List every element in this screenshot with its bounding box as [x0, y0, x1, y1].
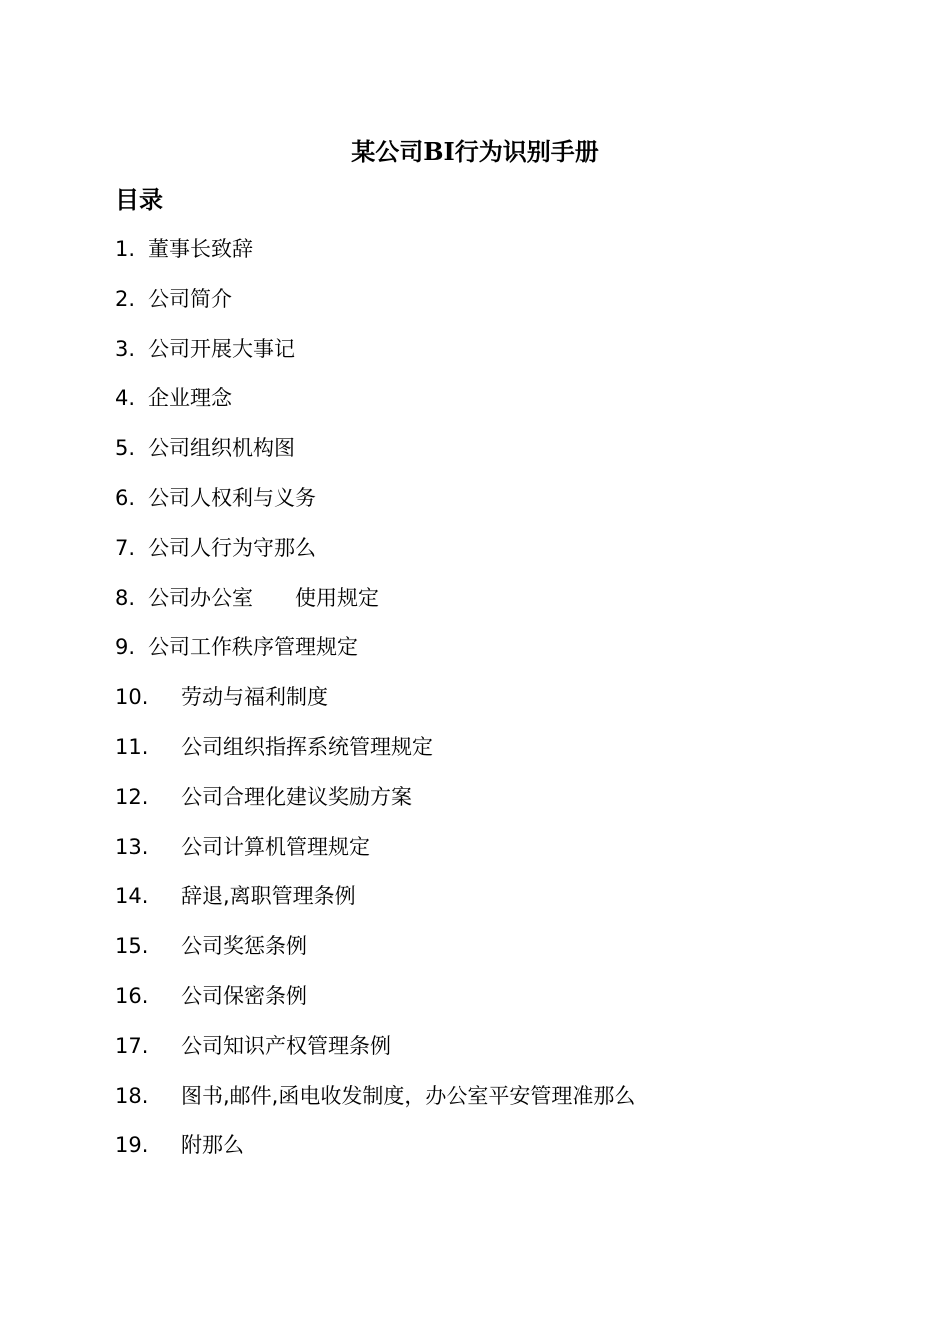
toc-item-label: 公司合理化建议奖励方案 [181, 784, 412, 809]
toc-item-17 [115, 1029, 875, 1079]
toc-item-10 [115, 680, 875, 730]
toc-heading: 目录 [115, 186, 163, 214]
toc-item-label: 公司简介 [148, 286, 232, 311]
toc-item-5 [115, 431, 875, 481]
toc-item-number: 7. [115, 535, 136, 560]
toc-item-label: 公司办公室 使用规定 [148, 585, 379, 610]
toc-item-14 [115, 879, 875, 929]
toc-item-12 [115, 780, 875, 830]
toc-item-9 [115, 630, 875, 680]
toc-item-15 [115, 929, 875, 979]
toc-item-number: 3. [115, 336, 136, 361]
toc-item-label: 公司计算机管理规定 [181, 834, 370, 859]
toc-item-label: 公司奖惩条例 [181, 934, 307, 959]
toc-item-number: 15. [115, 934, 149, 959]
toc-item-label: 公司组织机构图 [148, 436, 295, 461]
toc-item-number: 16. [115, 983, 149, 1008]
toc-item-number: 8. [115, 585, 136, 610]
toc-item-number: 13. [115, 834, 149, 859]
toc-item-label: 附那么 [181, 1133, 244, 1158]
toc-item-label: 公司人行为守那么 [148, 535, 316, 560]
toc-item-number: 19. [115, 1133, 149, 1158]
document-title: 某公司BI行为识别手册 [351, 137, 599, 166]
toc-item-label: 公司工作秩序管理规定 [148, 635, 358, 660]
toc-item-number: 5. [115, 436, 136, 461]
toc-item-13 [115, 830, 875, 880]
toc-item-label: 董事长致辞 [148, 237, 253, 261]
toc-item-16 [115, 979, 875, 1029]
toc-item-3 [115, 332, 875, 382]
toc-item-label: 辞退,离职管理条例 [181, 884, 356, 909]
toc-item-7 [115, 531, 875, 581]
toc-item-number: 12. [115, 784, 149, 809]
toc-item-8 [115, 581, 875, 631]
toc-item-number: 4. [115, 386, 136, 411]
toc-item-label: 劳动与福利制度 [181, 685, 328, 710]
toc-item-number: 18. [115, 1083, 149, 1108]
toc-item-19 [115, 1128, 875, 1178]
toc-item-11 [115, 730, 875, 780]
toc-item-number: 11. [115, 734, 149, 759]
table-of-contents [115, 232, 875, 1178]
toc-item-label: 公司人权利与义务 [148, 485, 316, 510]
toc-item-label: 企业理念 [148, 386, 232, 411]
toc-item-6 [115, 481, 875, 531]
toc-item-label: 公司组织指挥系统管理规定 [181, 734, 433, 759]
toc-item-number: 6. [115, 485, 136, 510]
toc-item-number: 10. [115, 685, 149, 710]
toc-item-label: 公司开展大事记 [148, 336, 295, 361]
toc-item-number: 17. [115, 1033, 149, 1058]
toc-item-label: 公司保密条例 [181, 983, 307, 1008]
toc-item-2 [115, 282, 875, 332]
toc-item-4 [115, 381, 875, 431]
toc-item-1 [115, 232, 875, 282]
toc-item-number: 9. [115, 635, 136, 660]
toc-item-18 [115, 1079, 875, 1129]
toc-item-label: 图书,邮件,函电收发制度，办公室平安管理准那么 [181, 1083, 636, 1108]
toc-item-number: 1. [115, 237, 136, 261]
toc-item-number: 14. [115, 884, 149, 909]
toc-item-label: 公司知识产权管理条例 [181, 1033, 391, 1058]
toc-item-number: 2. [115, 286, 136, 311]
